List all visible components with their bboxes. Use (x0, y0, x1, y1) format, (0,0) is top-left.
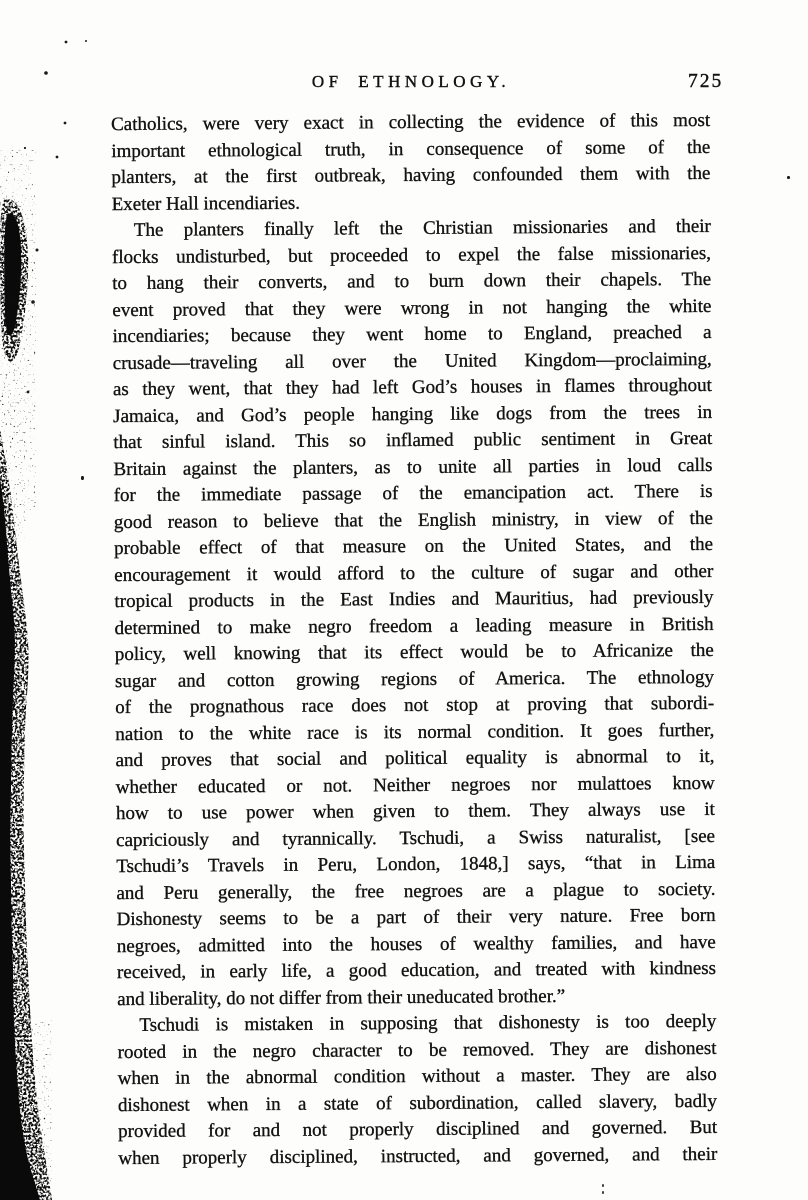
text-line: planters, at the first outbreak, having confounded them with the (111, 162, 711, 189)
text-line: received, in early life, a good education, and treated with kindness (116, 957, 717, 984)
text-line: important ethnological truth, in consequence of some of the (111, 136, 711, 162)
text-line: and liberality, do not differ from their uneducated brother.” (117, 985, 566, 1010)
text-line: as they went, that they had left God’s houses in flames throughout (112, 374, 713, 401)
text-line: policy, well knowing that its effect would be to Africanize the (114, 639, 714, 666)
text-line: Exeter Hall incendiaries. (111, 192, 301, 215)
text-line: tropical products in the East Indies and Mauritius, had previously (114, 586, 714, 613)
text-line: crusade—traveling all over the United Kingdom—proclaiming, (112, 348, 712, 374)
text-line: Catholics, were very exact in collecting the evidence of this most (111, 109, 711, 136)
text-line: incendiaries; because they went home to England, preached a (112, 321, 712, 348)
text-line: nation to the white race is its normal condition. It goes further, (115, 719, 715, 745)
text-block (111, 108, 717, 1172)
scan-gutter-artifact (0, 0, 70, 1200)
scan-speck (85, 40, 87, 42)
text-line: The planters finally left the Christian missionaries and their (133, 215, 711, 241)
text-line: good reason to believe that the English ministry, in view of the (113, 507, 713, 533)
text-line: Tschudi’s Travels in Peru, London, 1848,] says, “that in Lima (116, 851, 716, 878)
running-header-title: OF ETHNOLOGY. (311, 72, 511, 91)
text-line: negroes, admitted into the houses of wealthy families, and have (116, 931, 716, 957)
text-line: Dishonesty seems to be a part of their very nature. Free born (116, 904, 716, 931)
text-line: probable effect of that measure on the United States, and the (113, 533, 714, 560)
text-line: flocks undisturbed, but proceeded to expel the false missionaries, (111, 242, 712, 268)
text-line: Tschudi is mistaken in supposing that dishonesty is too deeply (139, 1010, 717, 1036)
scan-speck (602, 1184, 604, 1187)
text-line: event proved that they were wrong in not hanging the white (112, 295, 712, 321)
text-line: encouragement it would afford to the culture of sugar and other (114, 560, 714, 586)
text-line: dishonest when in a state of subordination, called slavery, badly (117, 1090, 717, 1116)
text-line: when in the abnormal condition without a master. They are also (117, 1063, 717, 1090)
text-line: and proves that social and political equality is abnormal to it, (115, 745, 715, 772)
text-line: that sinful island. This so inflamed public sentiment in Great (113, 427, 713, 454)
text-line: how to use power when given to them. They always use it (115, 798, 715, 825)
scan-speck (81, 476, 84, 480)
text-line: provided for and not properly disciplined and governed. But (118, 1116, 718, 1143)
scan-speck (602, 1191, 604, 1194)
text-line: determined to make negro freedom a leading measure in British (114, 613, 714, 639)
text-line: rooted in the negro character to be removed. They are dishonest (117, 1037, 717, 1063)
page-number: 725 (688, 71, 724, 92)
scan-speck (787, 176, 790, 179)
text-line: for the immediate passage of the emancipation act. There is (113, 480, 713, 507)
text-line: when properly disciplined, instructed, and governed, and their (118, 1143, 718, 1169)
text-line: whether educated or not. Neither negroes nor mulattoes know (115, 772, 715, 798)
text-line: of the prognathous race does not stop at proving that subordi- (115, 692, 715, 719)
text-line: Britain against the planters, as to unite all parties in loud calls (113, 454, 713, 480)
text-line: Jamaica, and God’s people hanging like dogs from the trees in (113, 401, 713, 427)
text-line: capriciously and tyrannically. Tschudi, a Swiss naturalist, [see (116, 825, 716, 851)
text-line: sugar and cotton growing regions of America. The ethnology (114, 666, 715, 692)
text-line: to hang their converts, and to burn down their chapels. The (112, 268, 712, 295)
text-line: and Peru generally, the free negroes are a plague to society. (116, 878, 716, 904)
